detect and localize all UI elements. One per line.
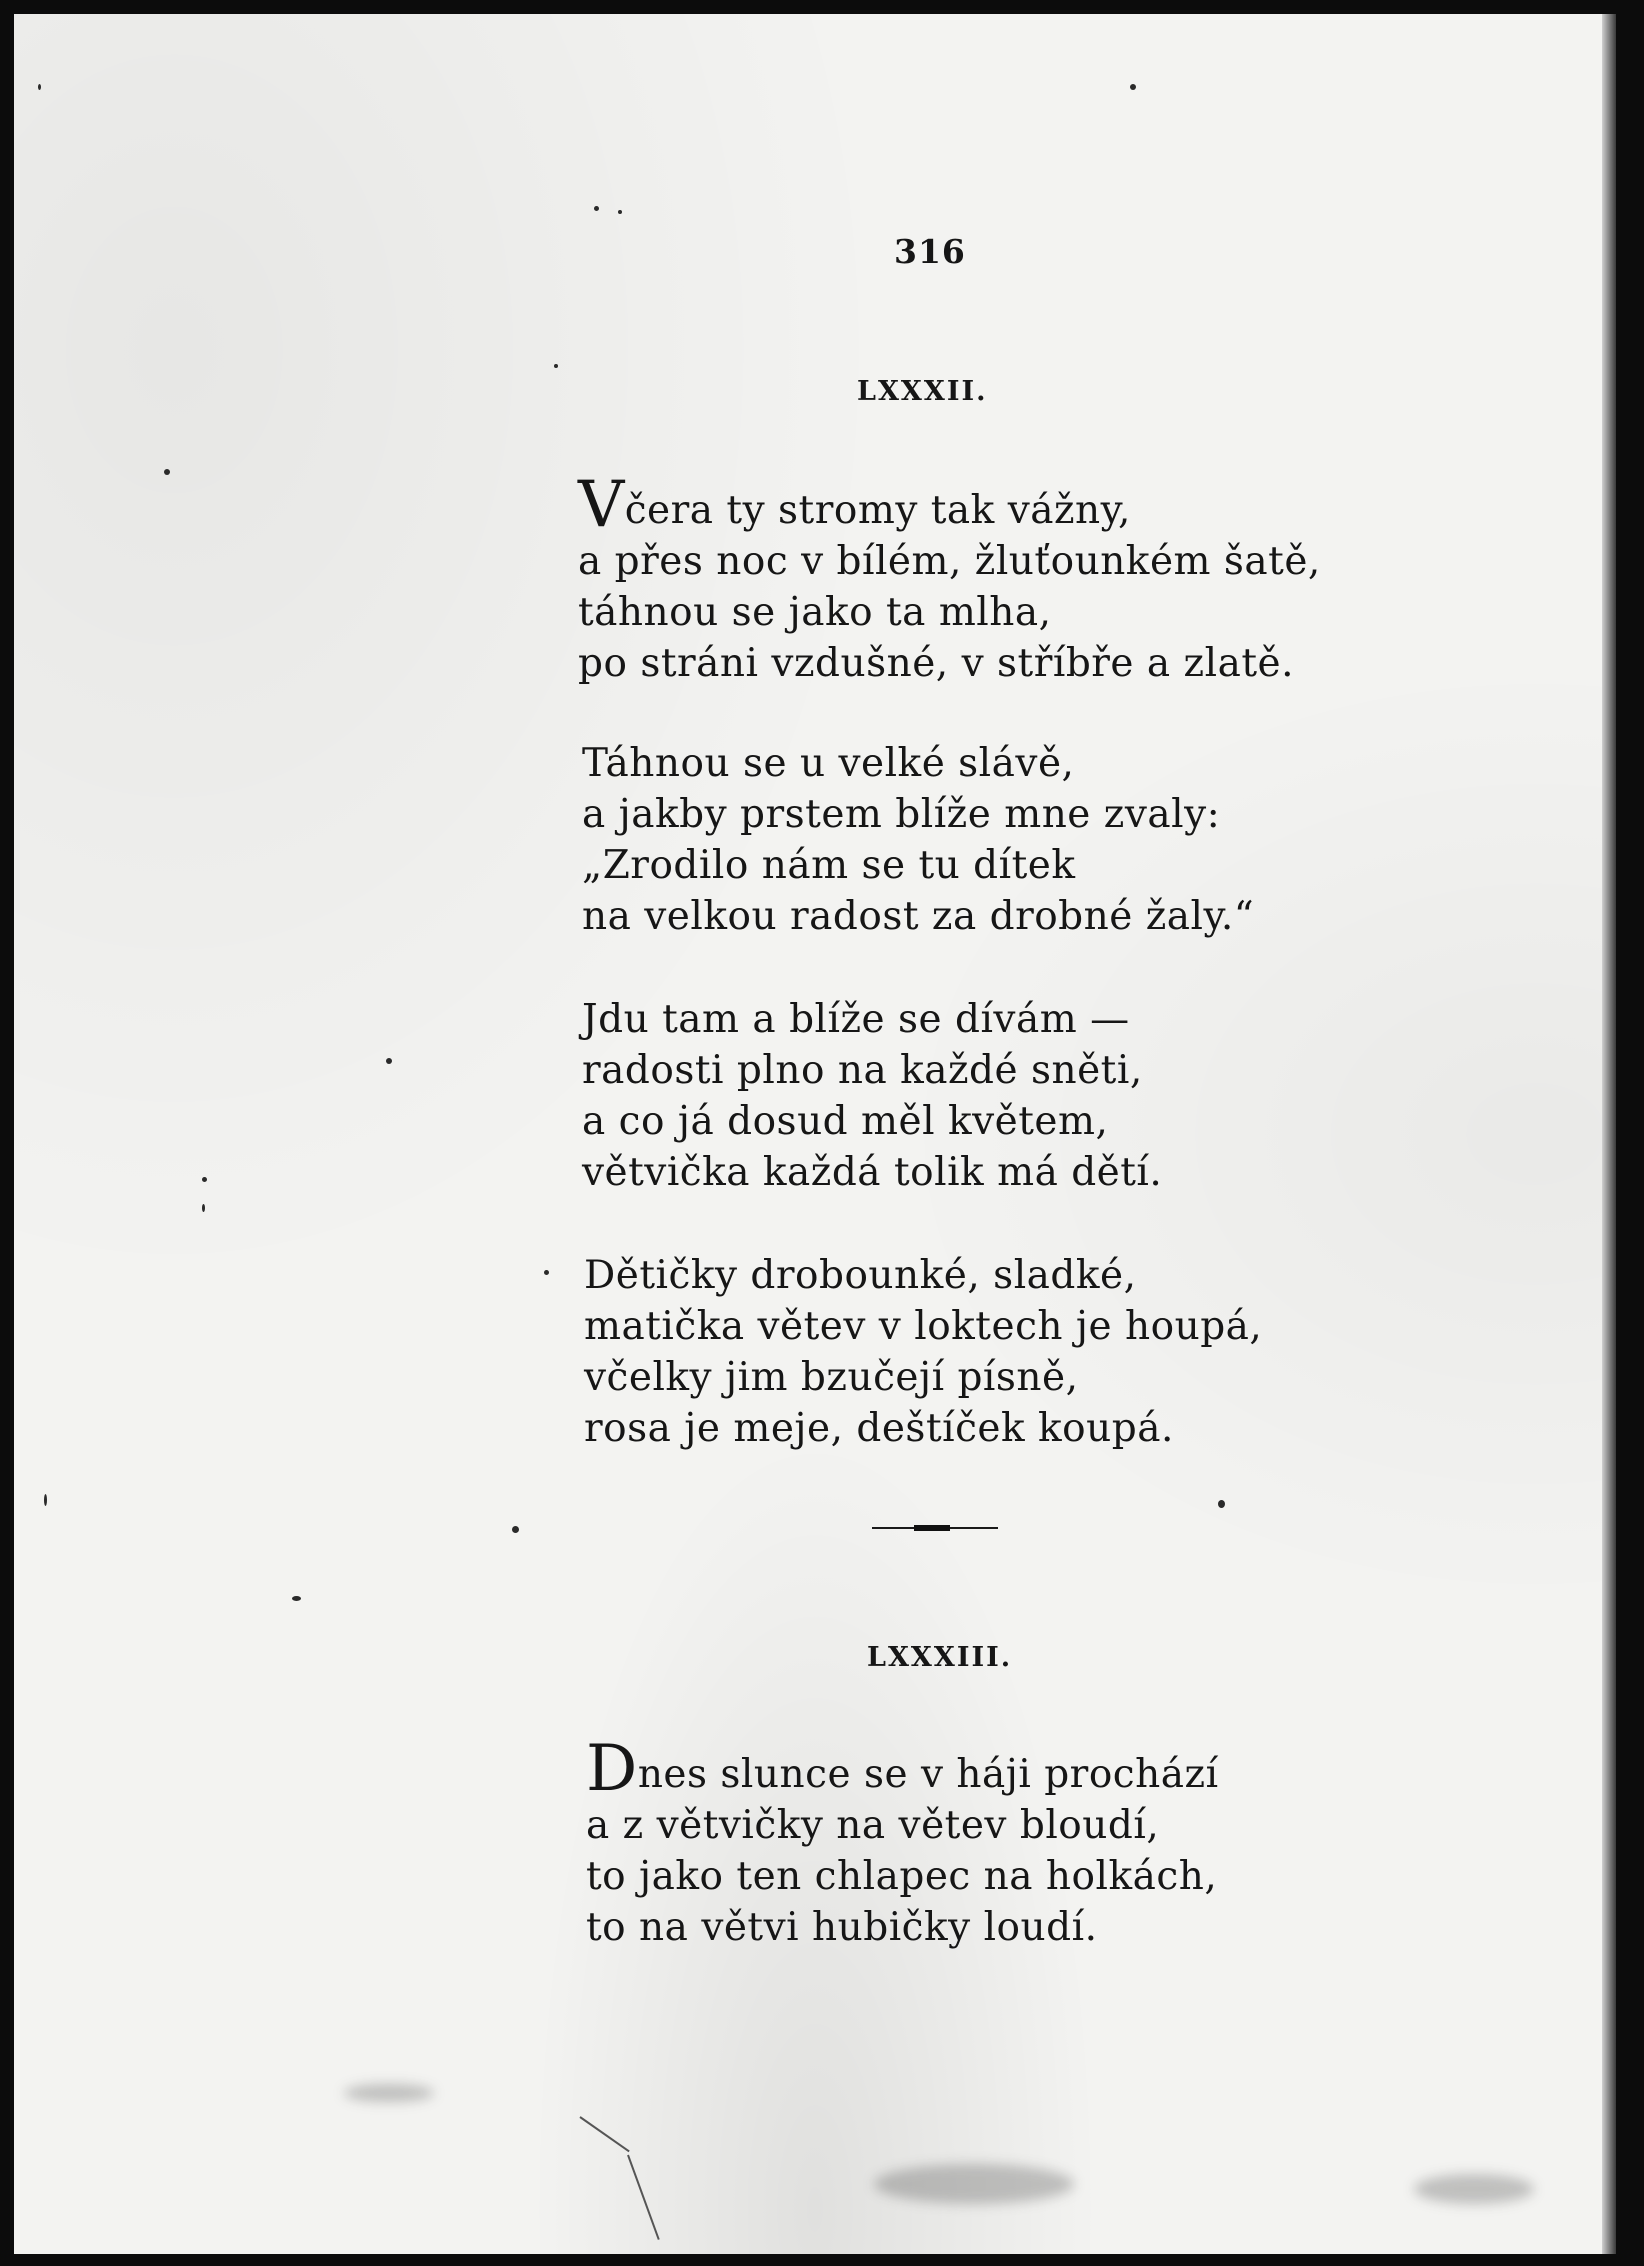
stanza: [582, 994, 1162, 1198]
divider-line: [872, 1527, 914, 1529]
verse-line: „Zrodilo nám se tu dítek: [582, 843, 1076, 888]
stanza: [582, 738, 1254, 942]
scan-speck: [202, 1204, 205, 1212]
verse-line: rosa je meje, deštíček koupá.: [584, 1406, 1174, 1451]
scan-scratch: [579, 2116, 629, 2152]
poem-heading: LXXXIII.: [867, 1642, 1013, 1673]
scan-speck: [386, 1058, 392, 1064]
verse-line: Jdu tam a blíže se dívám —: [582, 997, 1130, 1042]
verse-line: [586, 1732, 1219, 1806]
scan-speck: [594, 206, 599, 211]
scan-speck: [1218, 1500, 1225, 1508]
verse-line: a co já dosud měl květem,: [582, 1099, 1109, 1144]
book-page: [14, 14, 1616, 2254]
scan-speck: [618, 210, 622, 214]
scan-speck: [554, 364, 558, 368]
verse-line: Dětičky drobounké, sladké,: [584, 1253, 1137, 1298]
scan-speck: [292, 1596, 301, 1601]
verse-line: včelky jim bzučejí písně,: [584, 1355, 1079, 1400]
stanza: [578, 468, 1321, 689]
stanza: [586, 1732, 1219, 1953]
page-number: 316: [894, 232, 966, 271]
scan-speck: [544, 1270, 549, 1275]
verse-text: nes slunce se v háji prochází: [637, 1752, 1219, 1797]
scan-smudge: [1414, 2174, 1534, 2204]
scan-smudge: [344, 2084, 434, 2102]
verse-text: čera ty stromy tak vážny,: [624, 488, 1131, 533]
drop-cap: V: [578, 468, 625, 542]
verse-line: to jako ten chlapec na holkách,: [586, 1854, 1218, 1899]
verse-line: Táhnou se u velké slávě,: [582, 741, 1075, 786]
scan-speck: [512, 1526, 519, 1533]
scan-scratch: [627, 2155, 660, 2240]
verse-line: [578, 468, 1321, 542]
drop-cap: D: [586, 1732, 638, 1806]
page-edge-shadow: [1602, 14, 1616, 2254]
verse-line: a přes noc v bílém, žluťounkém šatě,: [578, 539, 1321, 584]
divider-center: [914, 1525, 950, 1531]
scan-speck: [164, 469, 170, 475]
verse-line: radosti plno na každé sněti,: [582, 1048, 1143, 1093]
section-divider: [872, 1525, 998, 1531]
scan-speck: [38, 84, 41, 90]
verse-line: větvička každá tolik má dětí.: [582, 1150, 1163, 1195]
verse-line: a jakby prstem blíže mne zvaly:: [582, 792, 1221, 837]
stanza: [584, 1250, 1262, 1454]
verse-line: na velkou radost za drobné žaly.“: [582, 894, 1255, 939]
scan-speck: [44, 1494, 47, 1506]
verse-line: matička větev v loktech je houpá,: [584, 1304, 1263, 1349]
verse-line: a z větvičky na větev bloudí,: [586, 1803, 1160, 1848]
verse-line: táhnou se jako ta mlha,: [578, 590, 1052, 635]
verse-line: to na větvi hubičky loudí.: [586, 1905, 1098, 1950]
poem-heading: LXXXII.: [857, 376, 988, 407]
scan-speck: [202, 1177, 207, 1182]
divider-line: [950, 1527, 998, 1529]
scan-smudge: [874, 2164, 1074, 2204]
verse-line: po stráni vzdušné, v stříbře a zlatě.: [578, 641, 1294, 686]
scan-speck: [1130, 84, 1136, 90]
